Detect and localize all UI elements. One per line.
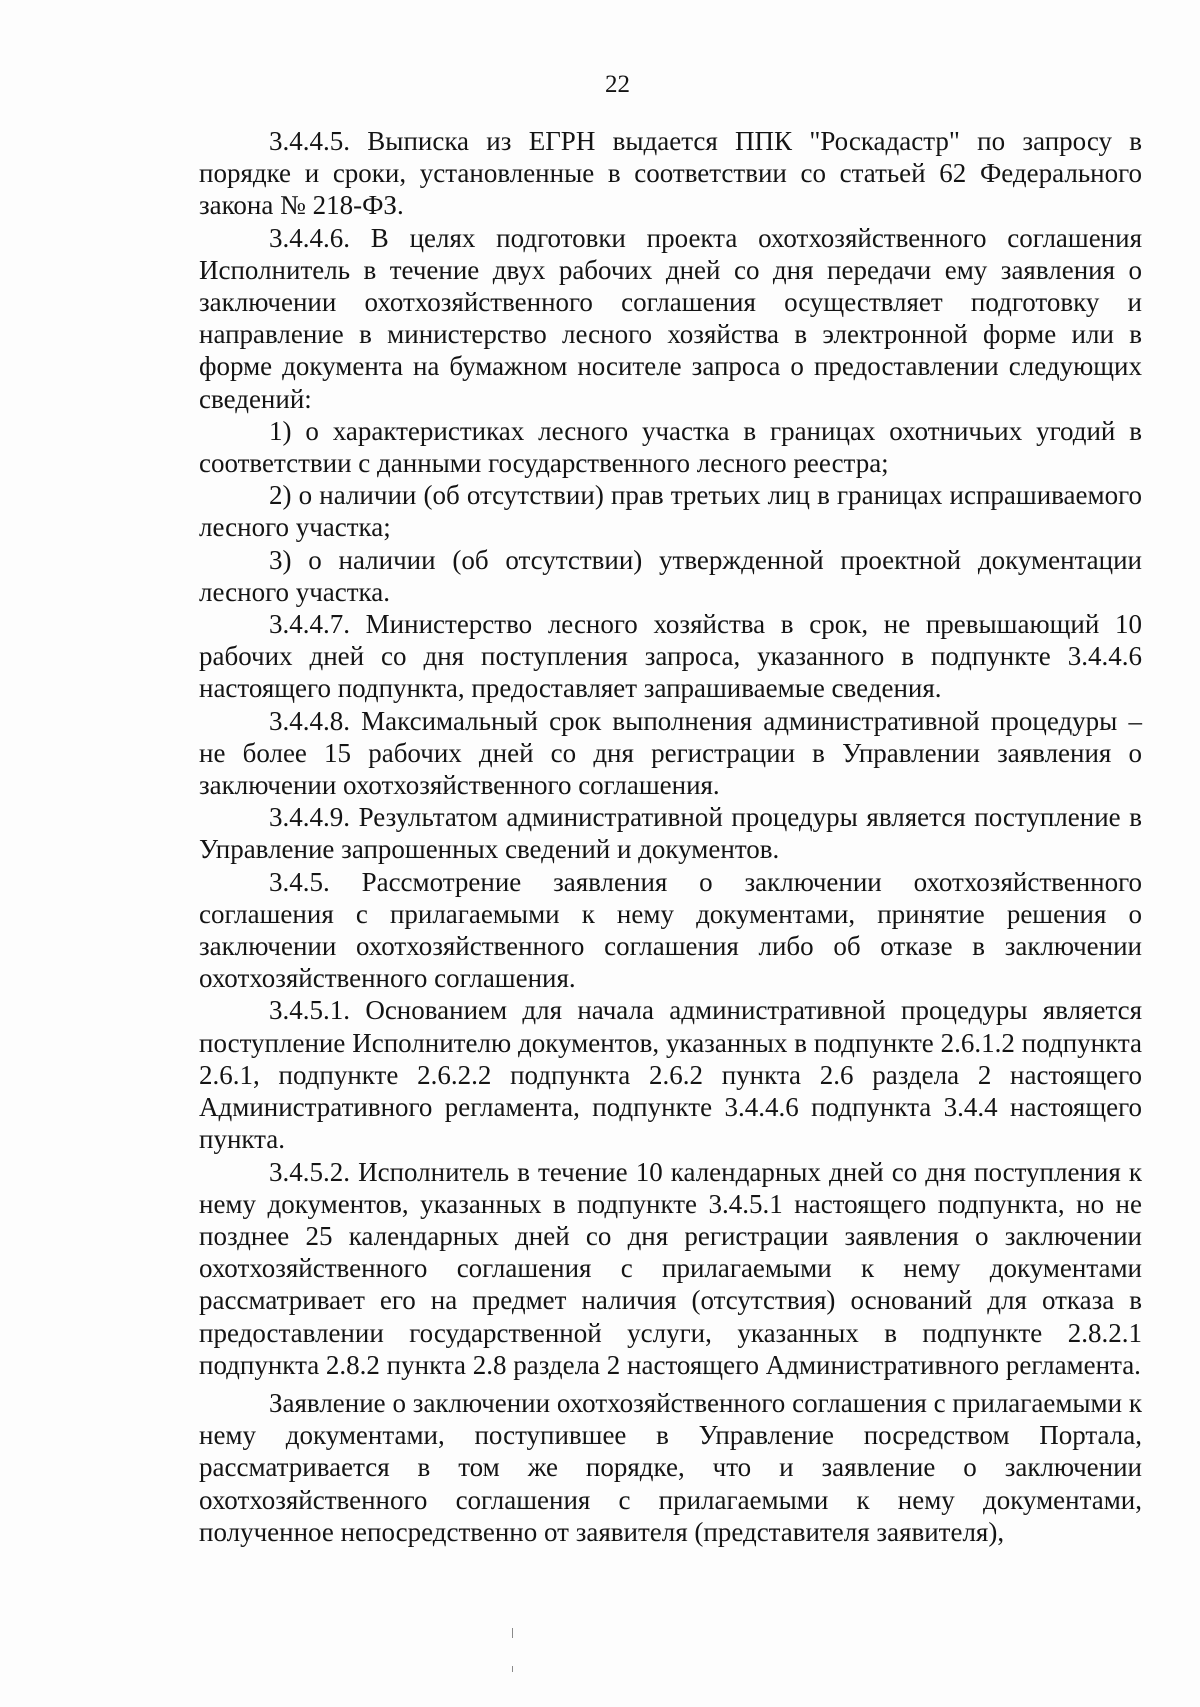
scan-mark [512, 1628, 513, 1638]
paragraph-3-4-4-6: 3.4.4.6. В целях подготовки проекта охотхозяйственного соглашения Исполнитель в течение двух рабочих дней со дня передачи ему заявления о заключении охотхозяйственного соглашения осуществляет подготовку и направление в министерство лесного хозяйства в электронной форме или в форме документа на бумажном носителе запроса о предоставлении следующих сведений: [199, 222, 1142, 414]
document-body [199, 125, 1142, 1548]
paragraph-3-4-4-7: 3.4.4.7. Министерство лесного хозяйства в срок, не превышающий 10 рабочих дней со дня поступления запроса, указанного в подпункте 3.4.4.6 настоящего подпункта, предоставляет запрашиваемые сведения. [199, 609, 1142, 704]
paragraph-3-4-4-5: 3.4.4.5. Выписка из ЕГРН выдается ППК "Роскадастр" по запросу в порядке и сроки, установленные в соответствии со статьей 62 Федерального закона № 218-ФЗ. [199, 126, 1142, 221]
paragraph-3-4-4-9: 3.4.4.9. Результатом административной процедуры является поступление в Управление запрошенных сведений и документов. [199, 802, 1142, 865]
list-item-2: 2) о наличии (об отсутствии) прав третьих лиц в границах испрашиваемого лесного участка; [199, 480, 1142, 543]
paragraph-portal-application: Заявление о заключении охотхозяйственного соглашения с прилагаемыми к нему документами, поступившее в Управление посредством Портала, рассматривается в том же порядке, что и заявление о заключении охотхозяйственного соглашения с прилагаемыми к нему документами, полученное непосредственно от заявителя (представителя заявителя), [199, 1387, 1142, 1547]
list-item-1: 1) о характеристиках лесного участка в границах охотничьих угодий в соответствии с данными государственного лесного реестра; [199, 415, 1142, 479]
paragraph-3-4-5: 3.4.5. Рассмотрение заявления о заключении охотхозяйственного соглашения с прилагаемыми к нему документами, принятие решения о заключении охотхозяйственного соглашения либо об отказе в заключении охотхозяйственного соглашения. [199, 866, 1142, 994]
list-item-3: 3) о наличии (об отсутствии) утвержденной проектной документации лесного участка. [199, 544, 1142, 607]
page-number: 22 [605, 71, 630, 98]
paragraph-3-4-4-8: 3.4.4.8. Максимальный срок выполнения административной процедуры – не более 15 рабочих дней со дня регистрации в Управлении заявления о заключении охотхозяйственного соглашения. [199, 705, 1142, 801]
paragraph-3-4-5-2: 3.4.5.2. Исполнитель в течение 10 календарных дней со дня поступления к нему документов, указанных в подпункте 3.4.5.1 настоящего подпункта, но не позднее 25 календарных дней со дня регистрации заявления о заключении охотхозяйственного соглашения с прилагаемыми к нему документами рассматривает его на предмет наличия (отсутствия) оснований для отказа в предоставлении государственной услуги, указанных в подпункте 2.8.2.1 подпункта 2.8.2 пункта 2.8 раздела 2 настоящего Административного регламента. [199, 1156, 1142, 1380]
paragraph-3-4-5-1: 3.4.5.1. Основанием для начала административной процедуры является поступление Исполнителю документов, указанных в подпункте 2.6.1.2 подпункта 2.6.1, подпункте 2.6.2.2 подпункта 2.6.2 пункта 2.6 раздела 2 настоящего Административного регламента, подпункте 3.4.4.6 подпункта 3.4.4 настоящего пункта. [199, 995, 1142, 1155]
scan-mark [512, 1666, 513, 1672]
